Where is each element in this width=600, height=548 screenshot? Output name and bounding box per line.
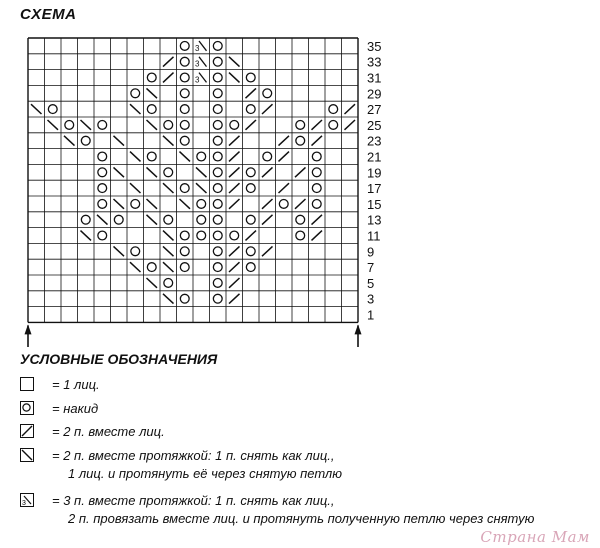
yarn-over-mark (213, 294, 222, 303)
yarn-over-mark (246, 215, 255, 224)
yarn-over-mark (48, 105, 57, 114)
yarn-over-mark (246, 184, 255, 193)
yarn-over-mark (213, 73, 222, 82)
row-number: 29 (367, 86, 382, 102)
sk2p-mark (199, 73, 207, 83)
yarn-over-mark (213, 200, 222, 209)
yarn-over-mark (213, 231, 222, 240)
row-number: 23 (367, 133, 382, 149)
k2tog-mark (279, 152, 290, 162)
k2tog-mark (262, 199, 273, 209)
yarn-over-mark (131, 247, 140, 256)
row-number: 9 (367, 244, 375, 260)
ssk-mark (163, 246, 174, 256)
yarn-over-mark (180, 136, 189, 145)
k2tog-mark (345, 120, 356, 130)
k2tog-mark (163, 57, 174, 67)
yarn-over-mark (246, 105, 255, 114)
yarn-over-mark (213, 247, 222, 256)
ssk-mark (130, 104, 141, 114)
legend-text-knit: = 1 лиц. (52, 376, 100, 392)
legend-text-k2tog: = 2 п. вместе лиц. (52, 423, 165, 439)
yarn-over-mark (329, 121, 338, 130)
yarn-over-mark (98, 200, 107, 209)
yarn-over-mark (180, 89, 189, 98)
ssk-mark (81, 120, 92, 130)
yarn-over-mark (164, 215, 173, 224)
k2tog-mark (229, 294, 240, 304)
legend-text-ssk: = 2 п. вместе протяжкой: 1 п. снять как лиц., (52, 447, 335, 463)
ssk-mark (130, 183, 141, 193)
k2tog-mark (229, 278, 240, 288)
ssk-mark (196, 167, 207, 177)
row-number: 31 (367, 70, 382, 86)
yarn-over-mark (164, 279, 173, 288)
ssk-mark (114, 246, 125, 256)
yarn-over-mark (147, 73, 156, 82)
k2tog-mark (163, 73, 174, 83)
sk2p-mark (199, 57, 207, 67)
row-number: 1 (367, 307, 375, 323)
legend-text-sk2p-cont: 2 п. провязать вместе лиц. и протянуть полученную петлю через снятую (68, 511, 535, 526)
row-number: 13 (367, 212, 382, 228)
yarn-over-mark (329, 105, 338, 114)
yarn-over-mark (312, 152, 321, 161)
repeat-arrowhead-icon (25, 324, 32, 334)
ssk-mark (31, 104, 42, 114)
yarn-over-mark (246, 263, 255, 272)
yarn-over-mark (180, 73, 189, 82)
yarn-over-mark (263, 89, 272, 98)
ssk-mark (130, 152, 141, 162)
ssk-mark (229, 57, 240, 67)
yarn-over-mark (213, 184, 222, 193)
k2tog-mark (312, 136, 323, 146)
yarn-over-mark (164, 121, 173, 130)
ssk-mark (64, 136, 75, 146)
yarn-over-mark (180, 247, 189, 256)
yarn-over-mark (197, 200, 206, 209)
ssk-mark (114, 199, 125, 209)
ssk-mark (180, 152, 191, 162)
yarn-over-mark (180, 263, 189, 272)
ssk-mark (147, 120, 158, 130)
yarn-over-mark (312, 184, 321, 193)
yarn-over-mark (81, 136, 90, 145)
k2tog-mark (262, 167, 273, 177)
ssk-mark (97, 215, 108, 225)
sk2p-mark-digit: 3 (195, 43, 200, 53)
yarn-over-mark (296, 231, 305, 240)
k2tog-mark (295, 167, 306, 177)
svg-text:3: 3 (22, 500, 26, 506)
yarn-over-mark (213, 263, 222, 272)
yarn-over-mark (98, 168, 107, 177)
yarn-over-mark (180, 184, 189, 193)
yarn-over-mark (131, 200, 140, 209)
yarn-over-mark (296, 121, 305, 130)
legend-title: УСЛОВНЫЕ ОБОЗНАЧЕНИЯ (20, 351, 218, 367)
ssk-mark (147, 167, 158, 177)
ssk-mark (196, 183, 207, 193)
yarn-over-mark (147, 152, 156, 161)
legend-item-k2tog (20, 422, 165, 440)
row-number: 21 (367, 149, 382, 165)
yarn-over-mark (180, 231, 189, 240)
k2tog-mark (229, 136, 240, 146)
ssk-mark (130, 262, 141, 272)
yarn-over-mark (98, 231, 107, 240)
row-number: 33 (367, 54, 382, 70)
row-number: 15 (367, 196, 382, 212)
chart-title: СХЕМА (20, 6, 77, 23)
ssk-mark (147, 88, 158, 98)
yarn-over-mark (246, 168, 255, 177)
yarn-over-mark (213, 279, 222, 288)
k2tog-mark (312, 215, 323, 225)
yarn-over-mark (180, 105, 189, 114)
yarn-over-symbol-icon (20, 401, 34, 415)
yarn-over-mark (164, 168, 173, 177)
k2tog-mark (229, 199, 240, 209)
yarn-over-mark (213, 42, 222, 51)
row-number: 7 (367, 260, 375, 276)
yarn-over-mark (263, 152, 272, 161)
yarn-over-mark (98, 121, 107, 130)
row-number: 11 (367, 228, 381, 244)
ssk-mark (180, 199, 191, 209)
row-number: 3 (367, 291, 375, 307)
ssk-mark (147, 278, 158, 288)
yarn-over-mark (180, 42, 189, 51)
legend-item-sk2p (20, 491, 335, 509)
k2tog-mark (262, 246, 273, 256)
yarn-over-mark (230, 231, 239, 240)
k2tog-mark (229, 262, 240, 272)
k2tog-mark (295, 199, 306, 209)
sk2p-mark-digit: 3 (195, 59, 200, 69)
yarn-over-mark (147, 263, 156, 272)
yarn-over-mark (180, 294, 189, 303)
yarn-over-mark (197, 231, 206, 240)
yarn-over-mark (279, 200, 288, 209)
yarn-over-mark (213, 89, 222, 98)
sk2p-mark-digit: 3 (195, 75, 200, 85)
yarn-over-mark (213, 105, 222, 114)
k2tog-mark (312, 120, 323, 130)
sk2p-mark (199, 41, 207, 51)
ssk-mark (48, 120, 59, 130)
ssk-mark (81, 231, 92, 241)
k2tog-mark (229, 246, 240, 256)
yarn-over-mark (98, 184, 107, 193)
watermark-logo: Страна Мам (480, 528, 590, 546)
row-number: 17 (367, 181, 382, 197)
ssk-mark (229, 73, 240, 83)
yarn-over-mark (197, 152, 206, 161)
legend-item-ssk (20, 446, 335, 464)
legend-text-yarn-over: = накид (52, 400, 99, 416)
k2tog-symbol-icon (20, 424, 34, 438)
ssk-mark (147, 199, 158, 209)
yarn-over-mark (246, 247, 255, 256)
ssk-mark (163, 294, 174, 304)
ssk-mark (163, 262, 174, 272)
sk2p-symbol-icon (20, 493, 34, 507)
yarn-over-mark (312, 168, 321, 177)
legend-text-ssk-cont: 1 лиц. и протянуть её через снятую петлю (68, 466, 342, 481)
k2tog-mark (279, 136, 290, 146)
k2tog-mark (246, 231, 257, 241)
ssk-mark (163, 231, 174, 241)
repeat-arrowhead-icon (355, 324, 362, 334)
ssk-mark (147, 215, 158, 225)
ssk-mark (163, 183, 174, 193)
yarn-over-mark (213, 152, 222, 161)
k2tog-mark (262, 104, 273, 114)
yarn-over-mark (81, 215, 90, 224)
ssk-mark (114, 136, 125, 146)
ssk-symbol-icon (20, 448, 34, 462)
yarn-over-mark (180, 121, 189, 130)
yarn-over-mark (213, 136, 222, 145)
ssk-mark (163, 136, 174, 146)
k2tog-mark (345, 104, 356, 114)
legend-text-sk2p: = 3 п. вместе протяжкой: 1 п. снять как лиц., (52, 492, 335, 508)
yarn-over-mark (213, 168, 222, 177)
yarn-over-mark (98, 152, 107, 161)
legend-item-knit (20, 375, 100, 393)
yarn-over-mark (312, 200, 321, 209)
yarn-over-mark (213, 121, 222, 130)
k2tog-mark (246, 88, 257, 98)
row-number: 5 (367, 275, 375, 291)
yarn-over-mark (65, 121, 74, 130)
k2tog-mark (312, 231, 323, 241)
row-number: 25 (367, 117, 382, 133)
k2tog-mark (229, 152, 240, 162)
yarn-over-mark (246, 73, 255, 82)
yarn-over-mark (230, 121, 239, 130)
yarn-over-mark (296, 215, 305, 224)
yarn-over-mark (197, 215, 206, 224)
row-number: 19 (367, 165, 382, 181)
yarn-over-mark (213, 215, 222, 224)
yarn-over-mark (147, 105, 156, 114)
knit-symbol-icon (20, 377, 34, 391)
yarn-over-mark (213, 57, 222, 66)
k2tog-mark (246, 120, 257, 130)
yarn-over-mark (131, 89, 140, 98)
k2tog-mark (229, 183, 240, 193)
k2tog-mark (262, 215, 273, 225)
row-number: 35 (367, 38, 382, 54)
yarn-over-mark (180, 57, 189, 66)
k2tog-mark (279, 183, 290, 193)
k2tog-mark (229, 167, 240, 177)
ssk-mark (114, 167, 125, 177)
yarn-over-mark (296, 136, 305, 145)
row-number: 27 (367, 102, 382, 118)
legend-item-yarn-over (20, 399, 98, 417)
yarn-over-mark (114, 215, 123, 224)
